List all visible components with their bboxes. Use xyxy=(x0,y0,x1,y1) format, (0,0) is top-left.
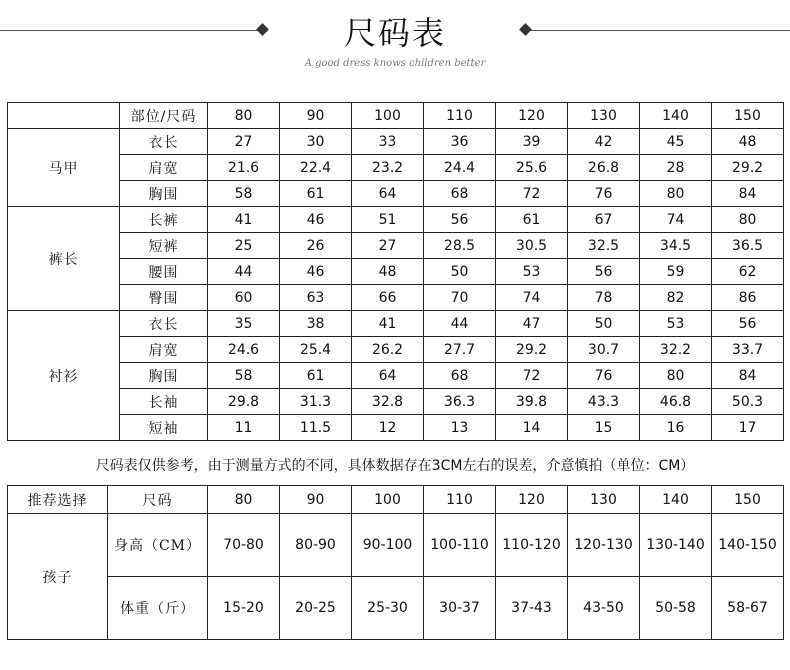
page-title: 尺码表 xyxy=(343,14,446,52)
value-cell: 20-25 xyxy=(280,577,352,640)
value-cell: 28 xyxy=(640,155,712,181)
value-cell: 78 xyxy=(568,285,640,311)
value-cell: 63 xyxy=(280,285,352,311)
value-cell: 74 xyxy=(496,285,568,311)
value-cell: 36 xyxy=(424,129,496,155)
value-cell: 60 xyxy=(208,285,280,311)
measurement-label-cell: 短袖 xyxy=(120,415,208,441)
recommend-title-cell: 推荐选择 xyxy=(8,486,108,514)
size-header-cell: 120 xyxy=(496,103,568,129)
size-header-cell: 110 xyxy=(424,486,496,514)
value-cell: 140-150 xyxy=(712,514,784,577)
value-cell: 72 xyxy=(496,181,568,207)
table-row xyxy=(8,311,784,337)
measurement-label-cell: 衣长 xyxy=(120,129,208,155)
value-cell: 130-140 xyxy=(640,514,712,577)
value-cell: 26.2 xyxy=(352,337,424,363)
group-label-cell: 衬衫 xyxy=(8,311,120,441)
value-cell: 25 xyxy=(208,233,280,259)
value-cell: 23.2 xyxy=(352,155,424,181)
size-header-row xyxy=(8,103,784,129)
value-cell: 25-30 xyxy=(352,577,424,640)
value-cell: 15-20 xyxy=(208,577,280,640)
size-header-cell: 150 xyxy=(712,103,784,129)
size-header-cell: 140 xyxy=(640,486,712,514)
value-cell: 30-37 xyxy=(424,577,496,640)
measurement-label-cell: 体重（斤） xyxy=(108,577,208,640)
value-cell: 11.5 xyxy=(280,415,352,441)
size-header-cell: 150 xyxy=(712,486,784,514)
value-cell: 61 xyxy=(496,207,568,233)
value-cell: 74 xyxy=(640,207,712,233)
value-cell: 39 xyxy=(496,129,568,155)
value-cell: 41 xyxy=(352,311,424,337)
value-cell: 42 xyxy=(568,129,640,155)
measurement-label-cell: 胸围 xyxy=(120,363,208,389)
value-cell: 26 xyxy=(280,233,352,259)
value-cell: 56 xyxy=(568,259,640,285)
value-cell: 33.7 xyxy=(712,337,784,363)
corner-cell xyxy=(8,103,120,129)
measurement-label-cell: 身高（CM） xyxy=(108,514,208,577)
table-row xyxy=(8,233,784,259)
value-cell: 46 xyxy=(280,207,352,233)
value-cell: 70 xyxy=(424,285,496,311)
value-cell: 58 xyxy=(208,181,280,207)
value-cell: 32.5 xyxy=(568,233,640,259)
value-cell: 76 xyxy=(568,181,640,207)
table-row xyxy=(8,577,784,640)
size-chart-body xyxy=(8,103,784,441)
value-cell: 31.3 xyxy=(280,389,352,415)
value-cell: 56 xyxy=(424,207,496,233)
measurement-label-cell: 肩宽 xyxy=(120,155,208,181)
value-cell: 50-58 xyxy=(640,577,712,640)
size-header-cell: 120 xyxy=(496,486,568,514)
value-cell: 68 xyxy=(424,181,496,207)
value-cell: 80 xyxy=(640,363,712,389)
value-cell: 27 xyxy=(208,129,280,155)
value-cell: 84 xyxy=(712,363,784,389)
value-cell: 58-67 xyxy=(712,577,784,640)
value-cell: 29.8 xyxy=(208,389,280,415)
group-label-cell: 马甲 xyxy=(8,129,120,207)
value-cell: 80 xyxy=(640,181,712,207)
value-cell: 13 xyxy=(424,415,496,441)
value-cell: 25.4 xyxy=(280,337,352,363)
value-cell: 100-110 xyxy=(424,514,496,577)
size-header-cell: 100 xyxy=(352,103,424,129)
value-cell: 46 xyxy=(280,259,352,285)
value-cell: 43-50 xyxy=(568,577,640,640)
value-cell: 15 xyxy=(568,415,640,441)
size-header-cell: 100 xyxy=(352,486,424,514)
size-header-cell: 140 xyxy=(640,103,712,129)
value-cell: 11 xyxy=(208,415,280,441)
table-row xyxy=(8,389,784,415)
value-cell: 27.7 xyxy=(424,337,496,363)
table-row xyxy=(8,363,784,389)
value-cell: 64 xyxy=(352,181,424,207)
recommendation-body xyxy=(8,486,784,640)
value-cell: 44 xyxy=(208,259,280,285)
value-cell: 24.6 xyxy=(208,337,280,363)
group-label-cell: 孩子 xyxy=(8,514,108,640)
measurement-label-cell: 衣长 xyxy=(120,311,208,337)
measurement-label-cell: 臀围 xyxy=(120,285,208,311)
size-header-cell: 80 xyxy=(208,103,280,129)
page-subtitle: A good dress knows children better xyxy=(304,58,486,69)
value-cell: 27 xyxy=(352,233,424,259)
size-header-cell: 130 xyxy=(568,103,640,129)
value-cell: 47 xyxy=(496,311,568,337)
value-cell: 50 xyxy=(424,259,496,285)
value-cell: 33 xyxy=(352,129,424,155)
measurement-label-cell: 短裤 xyxy=(120,233,208,259)
table-row xyxy=(8,337,784,363)
table-row xyxy=(8,514,784,577)
value-cell: 29.2 xyxy=(496,337,568,363)
header xyxy=(0,0,790,80)
value-cell: 48 xyxy=(712,129,784,155)
value-cell: 46.8 xyxy=(640,389,712,415)
size-header-cell: 80 xyxy=(208,486,280,514)
value-cell: 64 xyxy=(352,363,424,389)
measurement-label-cell: 长裤 xyxy=(120,207,208,233)
value-cell: 50 xyxy=(568,311,640,337)
value-cell: 21.6 xyxy=(208,155,280,181)
value-cell: 32.2 xyxy=(640,337,712,363)
value-cell: 24.4 xyxy=(424,155,496,181)
value-cell: 120-130 xyxy=(568,514,640,577)
value-cell: 25.6 xyxy=(496,155,568,181)
value-cell: 56 xyxy=(712,311,784,337)
value-cell: 28.5 xyxy=(424,233,496,259)
size-label-cell: 尺码 xyxy=(108,486,208,514)
size-header-cell: 90 xyxy=(280,103,352,129)
value-cell: 110-120 xyxy=(496,514,568,577)
value-cell: 38 xyxy=(280,311,352,337)
value-cell: 39.8 xyxy=(496,389,568,415)
value-cell: 30.7 xyxy=(568,337,640,363)
value-cell: 14 xyxy=(496,415,568,441)
value-cell: 45 xyxy=(640,129,712,155)
measurement-label-cell: 长袖 xyxy=(120,389,208,415)
value-cell: 72 xyxy=(496,363,568,389)
value-cell: 29.2 xyxy=(712,155,784,181)
measurement-label-cell: 肩宽 xyxy=(120,337,208,363)
value-cell: 44 xyxy=(424,311,496,337)
value-cell: 61 xyxy=(280,181,352,207)
size-header-cell: 130 xyxy=(568,486,640,514)
value-cell: 82 xyxy=(640,285,712,311)
table-row xyxy=(8,259,784,285)
value-cell: 86 xyxy=(712,285,784,311)
value-cell: 70-80 xyxy=(208,514,280,577)
table-row xyxy=(8,415,784,441)
value-cell: 84 xyxy=(712,181,784,207)
measurement-label-cell: 胸围 xyxy=(120,181,208,207)
value-cell: 26.8 xyxy=(568,155,640,181)
value-cell: 51 xyxy=(352,207,424,233)
value-cell: 90-100 xyxy=(352,514,424,577)
value-cell: 17 xyxy=(712,415,784,441)
value-cell: 62 xyxy=(712,259,784,285)
value-cell: 67 xyxy=(568,207,640,233)
value-cell: 37-43 xyxy=(496,577,568,640)
value-cell: 12 xyxy=(352,415,424,441)
table-row xyxy=(8,285,784,311)
value-cell: 32.8 xyxy=(352,389,424,415)
size-chart-table xyxy=(7,102,784,441)
value-cell: 16 xyxy=(640,415,712,441)
value-cell: 53 xyxy=(640,311,712,337)
value-cell: 66 xyxy=(352,285,424,311)
value-cell: 80 xyxy=(712,207,784,233)
value-cell: 50.3 xyxy=(712,389,784,415)
value-cell: 76 xyxy=(568,363,640,389)
table-row xyxy=(8,129,784,155)
value-cell: 34.5 xyxy=(640,233,712,259)
value-cell: 61 xyxy=(280,363,352,389)
table-row xyxy=(8,181,784,207)
value-cell: 36.5 xyxy=(712,233,784,259)
value-cell: 68 xyxy=(424,363,496,389)
value-cell: 43.3 xyxy=(568,389,640,415)
value-cell: 35 xyxy=(208,311,280,337)
header-label-cell: 部位/尺码 xyxy=(120,103,208,129)
value-cell: 80-90 xyxy=(280,514,352,577)
group-label-cell: 裤长 xyxy=(8,207,120,311)
disclaimer-note: 尺码表仅供参考，由于测量方式的不同，具体数据存在3CM左右的误差，介意慎拍（单位：CM） xyxy=(95,458,695,474)
header-divider-right xyxy=(530,30,790,31)
value-cell: 36.3 xyxy=(424,389,496,415)
measurement-label-cell: 腰围 xyxy=(120,259,208,285)
size-header-cell: 110 xyxy=(424,103,496,129)
value-cell: 30.5 xyxy=(496,233,568,259)
table-row xyxy=(8,155,784,181)
size-header-cell: 90 xyxy=(280,486,352,514)
value-cell: 59 xyxy=(640,259,712,285)
value-cell: 53 xyxy=(496,259,568,285)
value-cell: 30 xyxy=(280,129,352,155)
recommendation-table xyxy=(7,485,784,640)
value-cell: 48 xyxy=(352,259,424,285)
value-cell: 41 xyxy=(208,207,280,233)
table-row xyxy=(8,207,784,233)
value-cell: 58 xyxy=(208,363,280,389)
value-cell: 22.4 xyxy=(280,155,352,181)
recommend-header-row xyxy=(8,486,784,514)
